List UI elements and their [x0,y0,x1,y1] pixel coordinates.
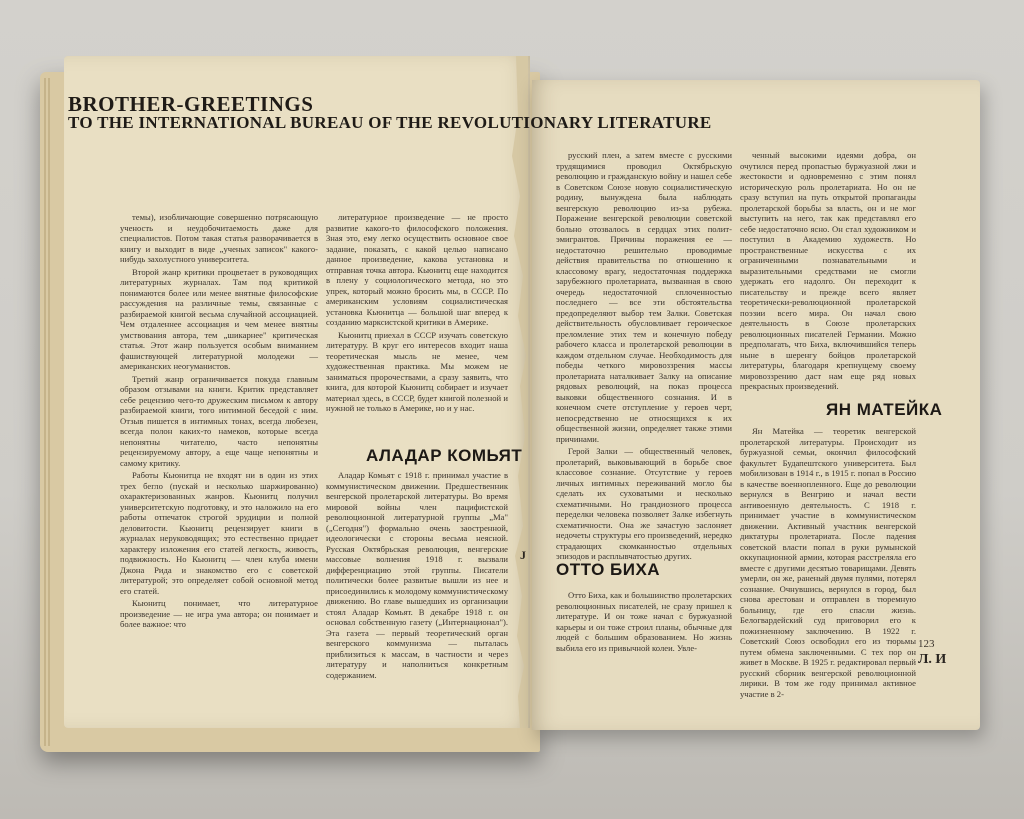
paragraph: Кьюнитц понимает, что литературное произведение — не игра ума автора; он понимает и более важное: что [120,598,318,629]
paragraph: Третий жанр ограничивается покуда главным образом отзывами на книги. Критик представляет себе рецензию чего-то дружеским письмом к автору разбираемой книги, того интимной беседой с ним. Отзыв пишется в интимных тонах, всегда любезен, всегда полон каких-то намеков, которые всегда непонятны читателю, часто непонятны рецензируемому автору, а еще чаще непонятны и самому критику. [120,373,318,468]
section-heading-mateika: ЯН МАТЕЙКА [826,400,943,419]
paragraph: литературное произведение — не просто развитие какого-то философского положения. Зная это, ему легко осуществить основное свое задание, показать, с какой целью написано данное произведение, какова установка и отправная точка автора. Кьюнитц еще находится в плену у социологического метода, но это упрек, который можно бросить мы, в СССР. По американским условиям социалистическая установка Кьюнитца — большой шаг вперед к созданию марксистской критики в Америке. [326,212,508,327]
page-number: 123 [918,638,935,650]
side-mark: Ј [520,548,526,562]
paragraph: Отто Биха, как и большинство пролетарских революционных писателей, не сразу пришел к литературе. И он тоже начал с буржуазной карьеры и он тоже строил планы, обычные для людей с большим образованием. Но жизнь выбила его из привычной колеи. Увле- [556,590,732,653]
bicha-text [556,590,732,684]
paragraph: Работы Кьюнитца не входят ни в один из этих трех бегло (пускай и несколько шаржированно) охарактеризованных жанров. Кьюнитц получил университетскую подготовку, и это наложило на его работы отпечаток строгой эрудиции и полной деловитости. Кьюнитц рецензирует книги в журналах неруководящих; это естественно придает характеру изложения его статей легкость, живость, подвижность. Но Кьюнитц — член клуба имени Джона Рида и знакомство его с советской литературой; это определяет собой основной метод его статей. [120,470,318,596]
paragraph: Кьюнитц приехал в СССР изучать советскую литературу. В круг его интересов входит наша теоретическая мысль не менее, чем художественная практика. Мы можем не заниматься пророчествами, а сразу заявить, что книга, для которой Кьюнитц собирает и изучает материал здесь, в СССР, будет книгой полезной и нужной не только в Америке, но и у нас. [326,329,508,413]
section-heading-bicha: ОТТО БИХА [556,560,661,579]
left-column-1 [120,212,318,684]
article-title: BROTHER-GREETINGS [68,92,314,116]
paragraph: Ян Матейка — теоретик венгерской пролетарской литературы. Происходит из буржуазной семьи, окончил философский факультет Будапештского университета. Был мобилизован в 1914 г., в 1915 г. попал в Россию в качестве военнопленного. Еще до революции вернулся в Венгрию и начал вести антивоенную деятельность. С 1918 г. принимает участие в коммунистическом движении. Активный участник венгерской диктатуры пролетариата. После падения советской власти попал в руки румынской оккупационной армии, которая расстреляла его вместе с другими десятью товарищами. Девять умерли, он же, раненый двумя пулями, потерял сознание. Очнувшись, вернулся в город, был снова арестован и отправлен в тюремную больницу, где его спасли жизнь. Белогвардейский суд приговорил его к пожизненному заключению. В 1922 г. Советский Союз освободил его из тюрьмы путем обмена заключенными. С тех пор он живет в Москве. В 1925 г. редактировал первый русский сборник венгерской революционной лирики. В том же году принимал активное участие в 2- [740,426,916,699]
paragraph: темы), изобличающие совершенно потрясающую ученость и неудобочитаемость даже для специалистов. Потом такая статья разворачивается в книгу и выходит в виде „ученых записок" какого-нибудь захолустного университета. [120,212,318,264]
article-subtitle: TO THE INTERNATIONAL BUREAU OF THE REVOLUTIONARY LITERATURE [68,113,712,132]
paragraph: Второй жанр критики процветает в руководящих литературных журналах. Там под критикой понимаются более или менее внятные философские рассуждения на различные темы, связанные с разбираемой книгой весьма случайной ассоциацией. Чем отдаленнее ассоциация и чем менее внятны умствования автора, тем „шикарнее" критическая статья. Этот жанр пользуется особым вниманием фашиствующей литературной молодежи — американских неогуманистов. [120,266,318,371]
left-column-2 [326,212,508,436]
paragraph: русский плен, а затем вместе с русскими трудящимися проводил Октябрьскую революцию и гражданскую войну и нашел себе в Советском Союзе новую социалистическую родину, вынуждена была наблюдать венгерскую революцию из-за рубежа. Поражение венгерской революции советской больно отозвалось в сердцах этих полит-эмигрантов. Причины поражения ее — недостаточно решительно проводимые действия правительства по отношению к классовому врагу, недостаточная поддержка зарубежного пролетариата, вызванная в свою очередь недостаточной сплоченностью последнего — все эти обстоятельства предопределяют выбор тем Залки. Советская действительность обусловливает героическое преломление этих тем и конечную победу рабочего класса и пролетарской революции в каждом отдельном случае. Необходимость для победы четкого мировоззрения массы пролетариата наталкивает Залку на описание рядовых революций, на показ процесса выковки общественного сознания. И в конечном счете отступление у героев черт, непосредственно не относящихся к их общественной жизни, определяет также этими причинами. [556,150,732,444]
mateika-text [740,426,916,699]
right-column-1 [556,150,732,561]
komjat-text [326,470,508,684]
paragraph: ченный высокими идеями добра, он очутился перед пропастью буржуазной лжи и жестокости и одновременно с этим понял историческую роль пролетариата. Но он не сразу вступил на путь открытой пропаганды пролетарской борьбы за власть, он и не мог выступить на него, так как представлял его себе недостаточно ясно. Он стал художником и поступил в Академию художеств. Но пространственные искусства с их ограниченными познавательными и выразительными средствами не смогли удержать его надолго. Он переходит к писательству и прежде всего являет теоретически-революционной пролетарской поэзии всего мира. Он начал свою деятельность в Союзе пролетарских революционных писателей Германии. Можно предполагать, что Биха, включившийся теперь ныне в шеренгу бойцов пролетарской литературы, благодаря крепнущему своему мировоззрению даст нам еще ряд новых прекрасных произведений. [740,150,916,391]
paragraph: Аладар Комьят с 1918 г. принимал участие в коммунистическом движении. Предшественник венгерской пролетарской литературы. Во время мировой войны член пацифистской революционной литературной группы „Ма" („Сегодня") формально очень заостренной, идеологически с стороны весьма неясной. Русская Октябрьская революция, венгерские массовые волнения 1918 г. вызвали дифференциацию этой группы. Писатели политически более развитые вышли из нее и присоединились к молодому коммунистическому движению. Во главе вышедших из организации стоял Аладар Комьят. В декабре 1918 г. он основал собственную газету („Интернационал"). Эта газета — первый теоретический орган венгерского коммунизма — пыталась приблизиться к массам, в частности и через литературу и наполниться конкретным содержанием. [326,470,508,680]
paragraph: Герой Залки — общественный человек, пролетарий, выковывающий в борьбе свое классовое сознание. Отсутствие у героев личных интимных переживаний могло бы сделать их суховатыми и несколько схематичными. Но грандиозного процесса переделки человека позволяет Залке избегнуть схематичности. Она же зачастую заслоняет недочеты структуры его произведений, нередко страдающих скомканностью отдельных эпизодов и расплывчатостью других. [556,446,732,561]
right-column-2 [740,150,916,396]
section-heading-komjat: АЛАДАР КОМЬЯТ [366,446,523,465]
margin-mark: Л. И [918,652,947,667]
